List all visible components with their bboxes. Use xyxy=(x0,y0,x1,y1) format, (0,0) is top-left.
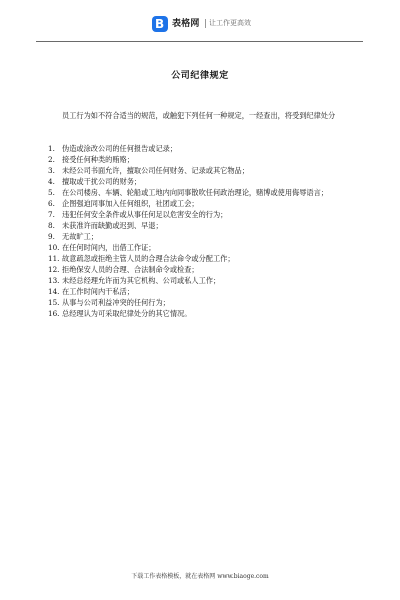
rule-text: 违犯任何安全条件或从事任何足以危害安全的行为； xyxy=(62,210,228,219)
rule-item xyxy=(48,143,360,154)
rule-number: 6. xyxy=(48,199,55,208)
rule-number: 1. xyxy=(48,144,55,153)
rule-item xyxy=(48,297,360,308)
document-title: 公司纪律规定 xyxy=(171,71,229,81)
rule-text: 从事与公司利益冲突的任何行为； xyxy=(62,298,170,307)
rule-number: 12. xyxy=(48,265,60,274)
page-header xyxy=(0,0,400,72)
rule-text: 无故旷工； xyxy=(62,232,98,241)
rule-number: 10. xyxy=(48,243,60,252)
rule-item xyxy=(48,154,360,165)
rule-text: 擅取或干扰公司的财务； xyxy=(62,177,142,186)
rule-number: 7. xyxy=(48,210,55,219)
rule-item xyxy=(48,308,360,319)
rule-number: 13. xyxy=(48,276,60,285)
logo-glyph: B xyxy=(155,17,165,31)
rule-item xyxy=(48,286,360,297)
rule-item xyxy=(48,275,360,286)
rule-text: 在任何时间内，出借工作证； xyxy=(62,243,156,252)
rule-item xyxy=(48,187,360,198)
rule-text: 未经公司书面允许，擅取公司任何财务、记录或其它物品； xyxy=(62,166,249,175)
rule-number: 15. xyxy=(48,298,60,307)
rule-number: 9. xyxy=(48,232,55,241)
rule-text: 总经理认为可采取纪律处分的其它情况。 xyxy=(62,309,192,318)
rule-text: 在公司楼房、车辆、轮船或工地内向同事散吹任何政治理论，赌博或使用侮辱语言； xyxy=(62,188,328,197)
rules-list xyxy=(48,143,360,319)
rule-number: 14. xyxy=(48,287,60,296)
rule-text: 未经总经理允许而为其它机构、公司或私人工作； xyxy=(62,276,221,285)
rule-text: 故意疏忽或拒绝主管人员的合理合法命令或分配工作； xyxy=(62,254,235,263)
rule-text: 接受任何种类的贿赂； xyxy=(62,155,134,164)
rule-text: 未获准许而缺勤或迟到、早退； xyxy=(62,221,163,230)
rule-number: 2. xyxy=(48,155,55,164)
rule-item xyxy=(48,231,360,242)
rule-item xyxy=(48,242,360,253)
rule-number: 5. xyxy=(48,188,55,197)
brand-name: 表格网 xyxy=(172,19,200,29)
rule-number: 4. xyxy=(48,177,55,186)
rule-item xyxy=(48,209,360,220)
rule-text: 伪造或涂改公司的任何报告或记录； xyxy=(62,144,178,153)
rule-number: 8. xyxy=(48,221,55,230)
rule-text: 企图强迫同事加入任何组织，社团或工会； xyxy=(62,199,199,208)
rule-item xyxy=(48,220,360,231)
rule-text: 在工作时间内干私活； xyxy=(62,287,134,296)
brand-divider xyxy=(205,19,206,28)
rule-text: 拒绝保安人员的合理、合法制命令或检查； xyxy=(62,265,199,274)
header-rule xyxy=(36,41,363,42)
rule-number: 11. xyxy=(48,254,60,263)
page-footer: 下载工作表格模板，就在表格网 www.biaoge.com xyxy=(131,573,269,580)
rule-item xyxy=(48,176,360,187)
intro-paragraph: 员工行为如不符合适当的规范，或触犯下列任何一种规定，一经查出，将受到纪律处分 xyxy=(62,111,336,120)
rule-item xyxy=(48,198,360,209)
rule-number: 16. xyxy=(48,309,60,318)
rule-item xyxy=(48,165,360,176)
rule-number: 3. xyxy=(48,166,55,175)
brand-tagline: 让工作更高效 xyxy=(209,19,251,27)
rule-item xyxy=(48,253,360,264)
biaoge-logo-icon xyxy=(152,16,168,32)
rule-item xyxy=(48,264,360,275)
